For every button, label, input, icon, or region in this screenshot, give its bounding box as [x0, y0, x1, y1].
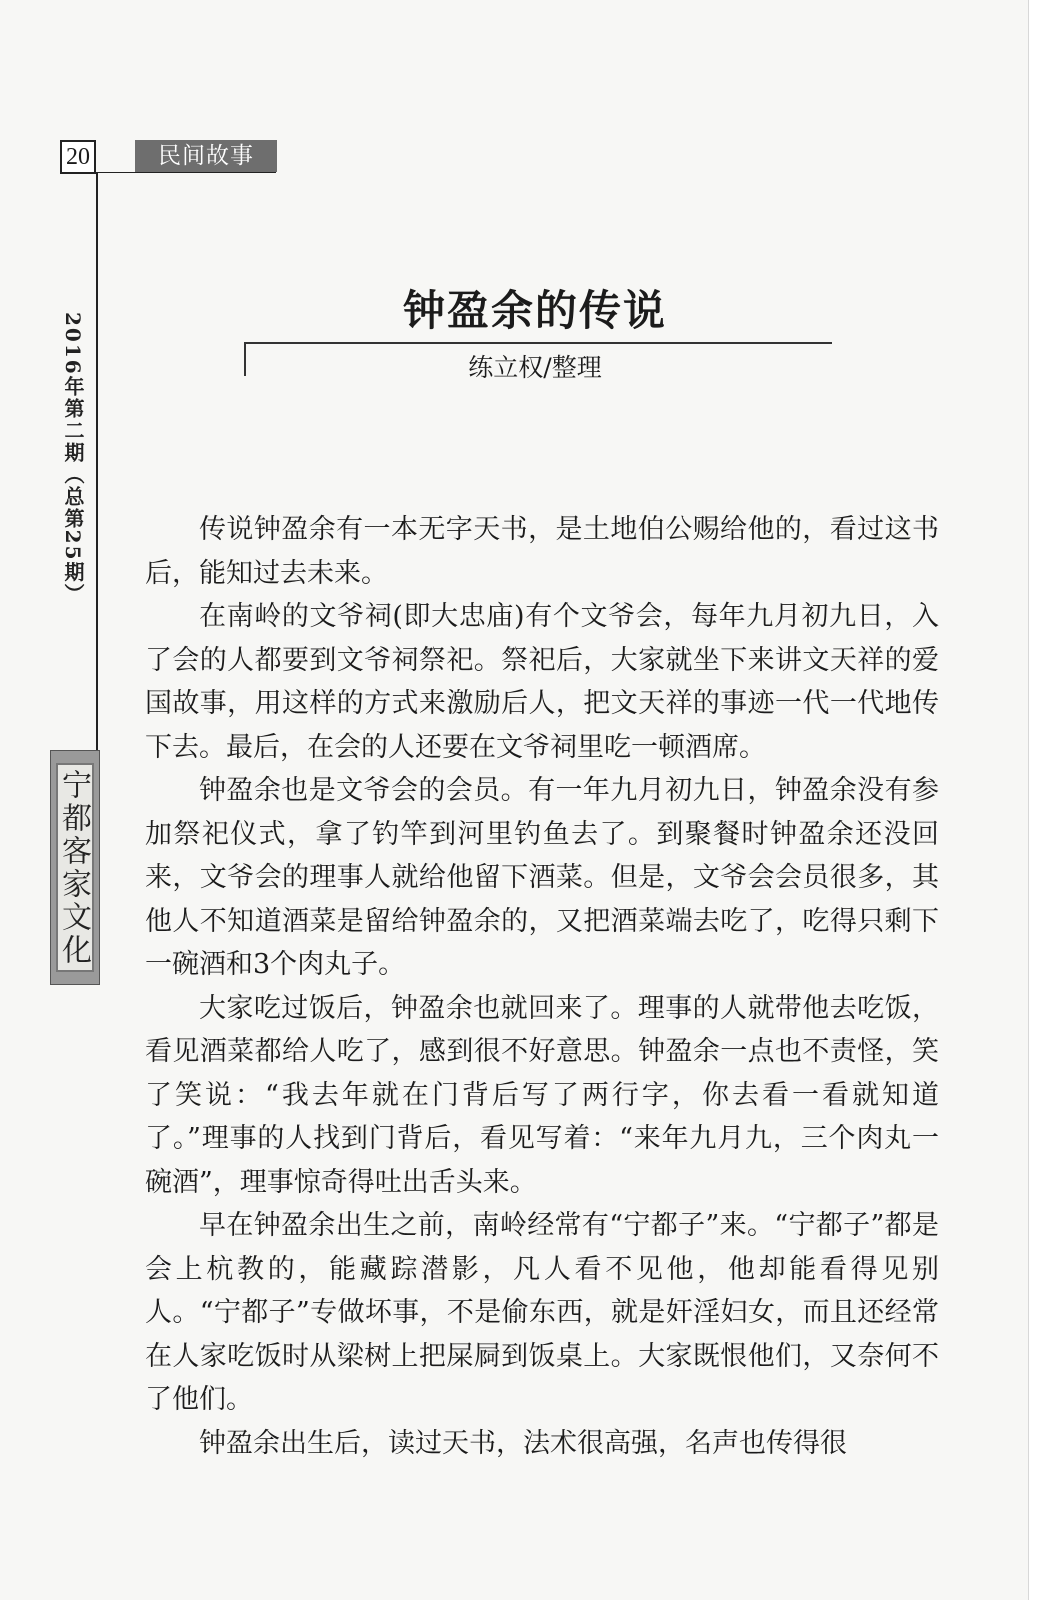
- page-number: 20: [60, 140, 96, 174]
- article-title: 钟盈余的传说: [402, 286, 667, 335]
- paragraph: 传说钟盈余有一本无字天书，是土地伯公赐给他的，看过这书后，能知过去未来。: [145, 514, 939, 589]
- header-rule: [96, 172, 276, 173]
- paragraph: 早在钟盈余出生之前，南岭经常有“宁都子”来。“宁都子”都是会上杭教的，能藏踪潜影，凡人看不见他，他却能看得见别人。“宁都子”专做坏事，不是偷东西，就是奸淫妇女，而且还经常在人家吃饭时从梁树上把屎屙到饭桌上。大家既恨他们，又奈何不了他们。: [145, 1210, 939, 1415]
- article-byline: 练立权/整理: [468, 353, 602, 382]
- paragraph: 大家吃过饭后，钟盈余也就回来了。理事的人就带他去吃饭，看见酒菜都给人吃了，感到很不好意思。钟盈余一点也不责怪，笑了笑说：“我去年就在门背后写了两行字，你去看一看就知道了。”理事的人找到门背后，看见写着：“来年九月九，三个肉丸一碗酒”，理事惊奇得吐出舌头来。: [145, 992, 939, 1198]
- magazine-logo-scroll: [50, 750, 100, 985]
- issue-label: 2016年第二期（总第25期）: [61, 312, 85, 606]
- side-rule: [96, 172, 98, 757]
- title-rule: [244, 342, 832, 344]
- paragraph: 钟盈余也是文爷会的会员。有一年九月初九日，钟盈余没有参加祭祀仪式，拿了钓竿到河里钓鱼去了。到聚餐时钟盈余还没回来，文爷会的理事人就给他留下酒菜。但是，文爷会会员很多，其他人不知道酒菜是留给钟盈余的，又把酒菜端去吃了，吃得只剩下一碗酒和3个肉丸子。: [145, 775, 939, 980]
- article-body: [145, 508, 939, 1465]
- paragraph: 在南岭的文爷祠(即大忠庙)有个文爷会，每年九月初九日，入了会的人都要到文爷祠祭祀。祭祀后，大家就坐下来讲文天祥的爱国故事，用这样的方式来激励后人，把文天祥的事迹一代一代地传下去。最后，在会的人还要在文爷祠里吃一顿酒席。: [145, 601, 939, 763]
- title-rule-tick: [244, 342, 246, 376]
- magazine-logo-text: 宁都客家文化: [56, 763, 94, 972]
- section-tag: 民间故事: [135, 140, 277, 172]
- paragraph: 钟盈余出生后，读过天书，法术很高强，名声也传得很: [199, 1427, 847, 1459]
- page-edge: [1028, 0, 1051, 1600]
